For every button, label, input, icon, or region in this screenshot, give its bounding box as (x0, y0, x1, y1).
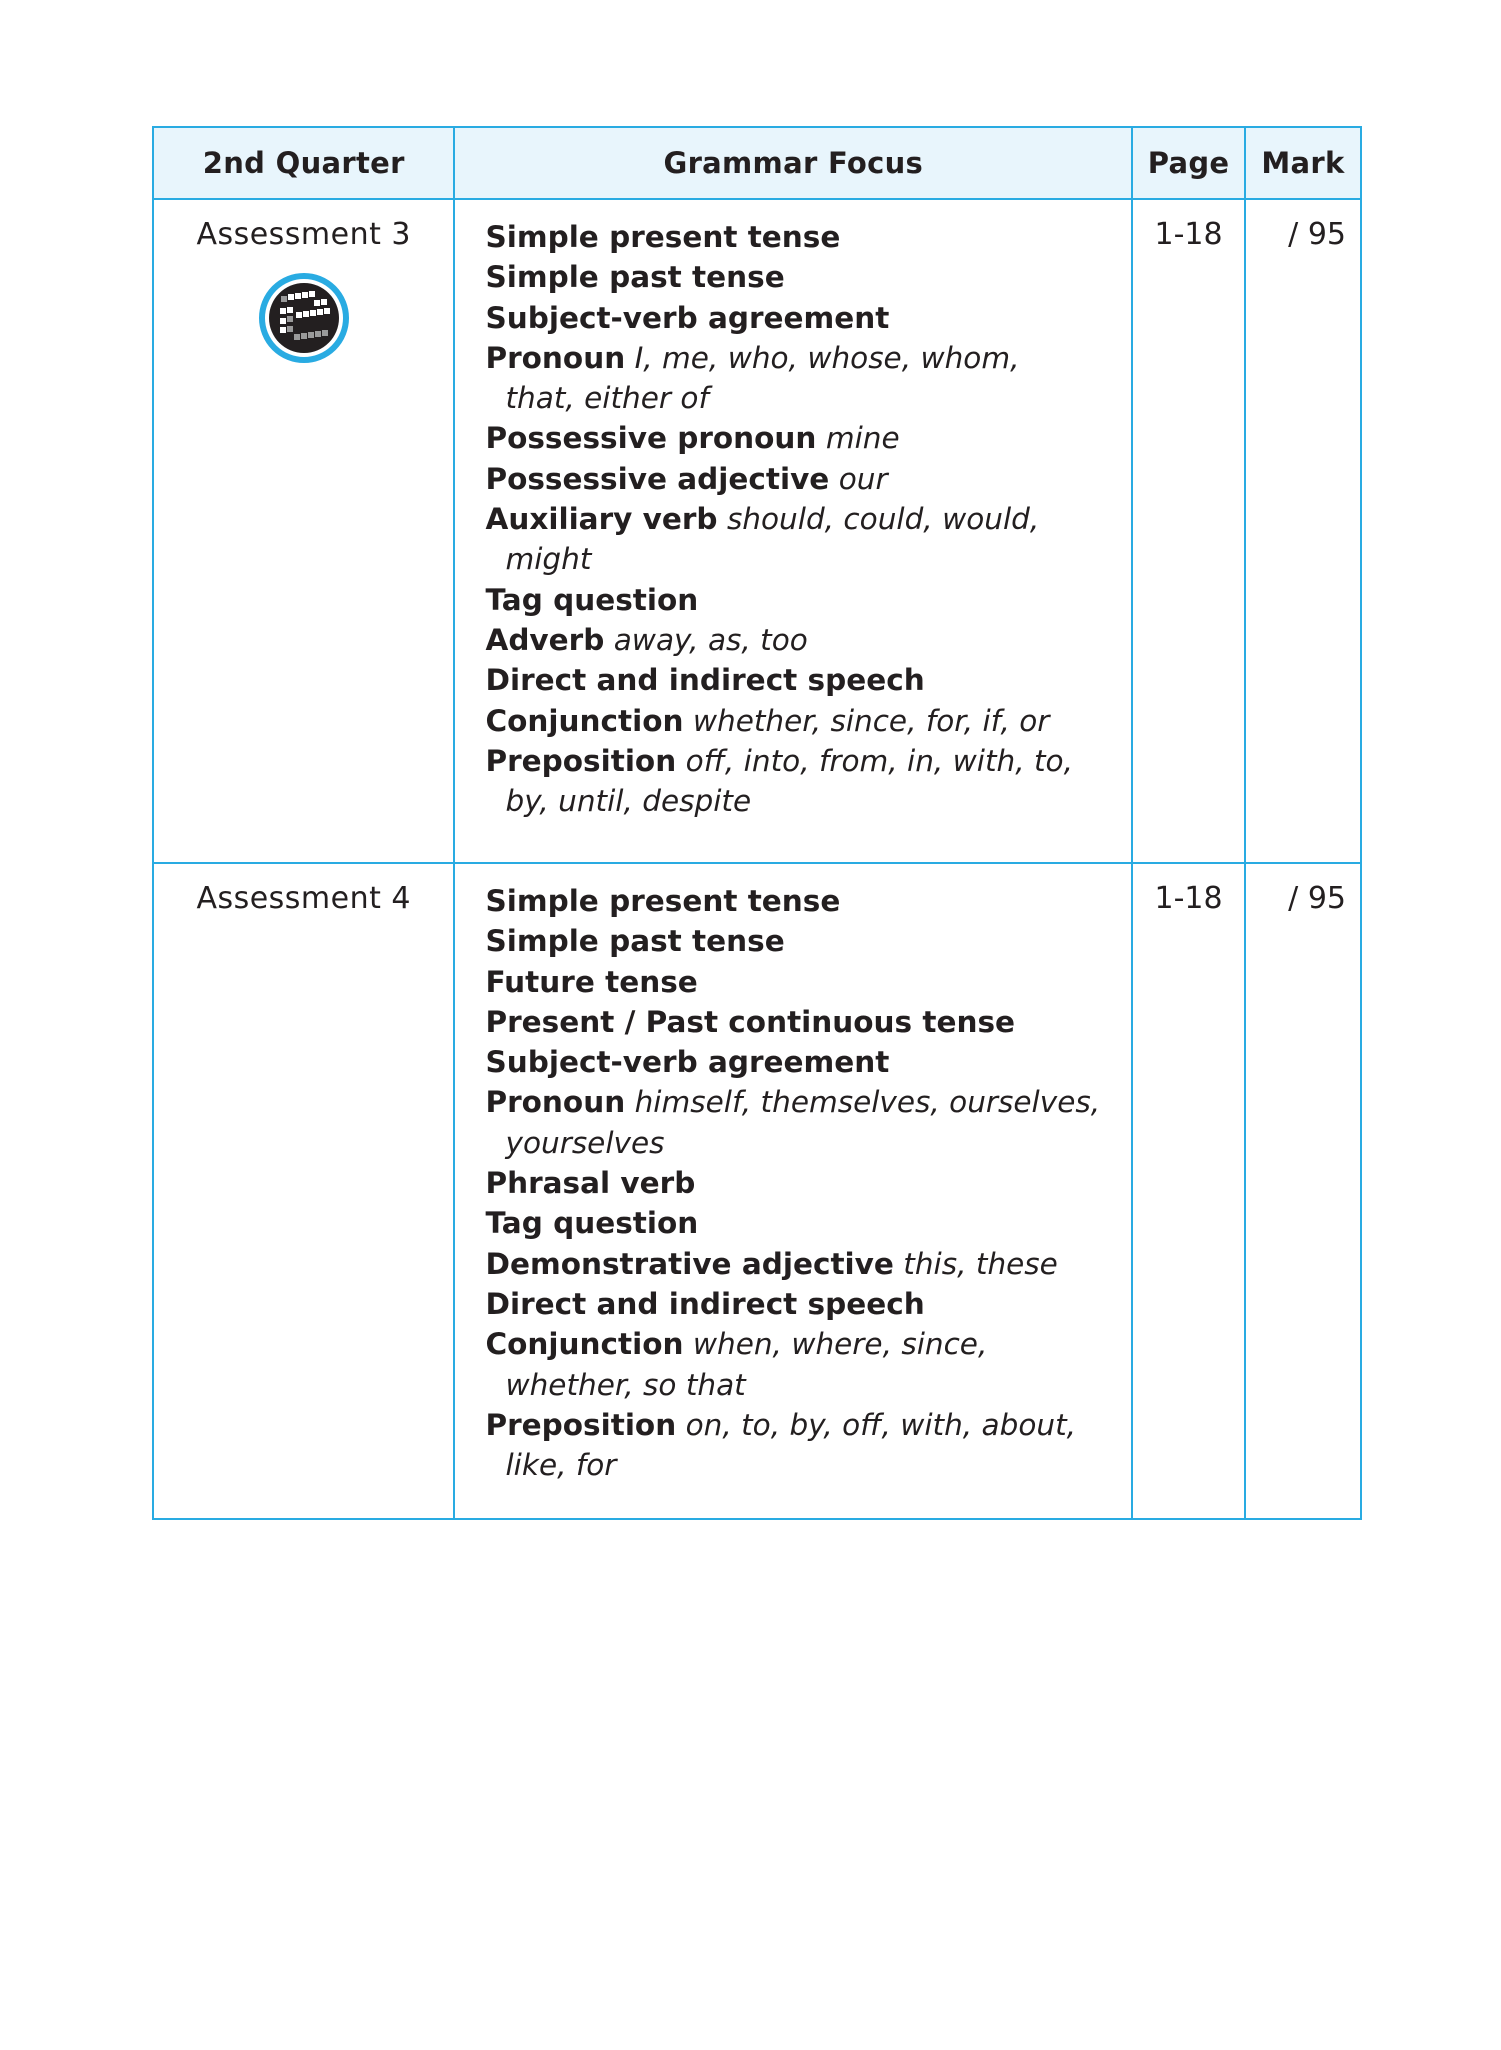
focus-line: Simple past tense (485, 260, 785, 295)
focus-line: Pronoun himself, themselves, ourselves, (485, 1085, 1101, 1120)
grammar-assessment-table (152, 126, 1362, 1520)
header-mark: Mark (1245, 127, 1361, 199)
focus-line: Subject-verb agreement (485, 300, 890, 335)
focus-line-continuation: whether, so that (505, 1367, 746, 1402)
focus-line: Auxiliary verb should, could, would, (485, 502, 1040, 537)
focus-line: Possessive adjective our (485, 461, 888, 496)
header-grammar-focus: Grammar Focus (454, 127, 1132, 199)
mark-cell: / 95 (1245, 199, 1361, 863)
focus-line-continuation: might (505, 542, 592, 577)
focus-line: Future tense (485, 964, 698, 999)
page-cell: 1-18 (1132, 199, 1245, 863)
focus-line-continuation: by, until, despite (505, 784, 752, 819)
focus-line: Direct and indirect speech (485, 663, 925, 698)
focus-line: Present / Past continuous tense (485, 1004, 1016, 1039)
focus-line: Simple present tense (485, 220, 841, 254)
focus-line-continuation: yourselves (505, 1125, 665, 1160)
focus-line: Tag question (485, 582, 699, 617)
assessment-cell (153, 863, 454, 1519)
header-page: Page (1132, 127, 1245, 199)
mark-cell: / 95 (1245, 863, 1361, 1519)
focus-line: Simple present tense (485, 884, 841, 918)
focus-line: Pronoun I, me, who, whose, whom, (485, 340, 1020, 375)
focus-line: Preposition on, to, by, off, with, about, (485, 1407, 1077, 1442)
focus-line: Conjunction whether, since, for, if, or (485, 703, 1050, 738)
focus-line: Direct and indirect speech (485, 1286, 925, 1321)
table-row (153, 199, 1361, 863)
focus-line-continuation: that, either of (505, 381, 709, 416)
focus-line: Subject-verb agreement (485, 1045, 890, 1080)
focus-line: Phrasal verb (485, 1166, 696, 1201)
focus-line: Tag question (485, 1206, 699, 1241)
grammar-focus-cell (454, 863, 1132, 1519)
page-cell: 1-18 (1132, 863, 1245, 1519)
focus-line: Demonstrative adjective this, these (485, 1246, 1058, 1281)
table-row (153, 863, 1361, 1519)
focus-line: Simple past tense (485, 924, 785, 959)
grammar-focus-cell (454, 199, 1132, 863)
assessment-label: Assessment 3 (196, 217, 412, 252)
focus-line: Adverb away, as, too (485, 622, 808, 657)
focus-line: Conjunction when, where, since, (485, 1327, 988, 1362)
focus-line: Preposition off, into, from, in, with, to, (485, 743, 1073, 778)
focus-line: Possessive pronoun mine (485, 421, 900, 456)
crossword-badge-icon (258, 272, 350, 364)
assessment-label: Assessment 4 (196, 881, 412, 916)
table-header-row (153, 127, 1361, 199)
focus-line-continuation: like, for (505, 1448, 617, 1483)
header-quarter: 2nd Quarter (153, 127, 454, 199)
assessment-cell (153, 199, 454, 863)
